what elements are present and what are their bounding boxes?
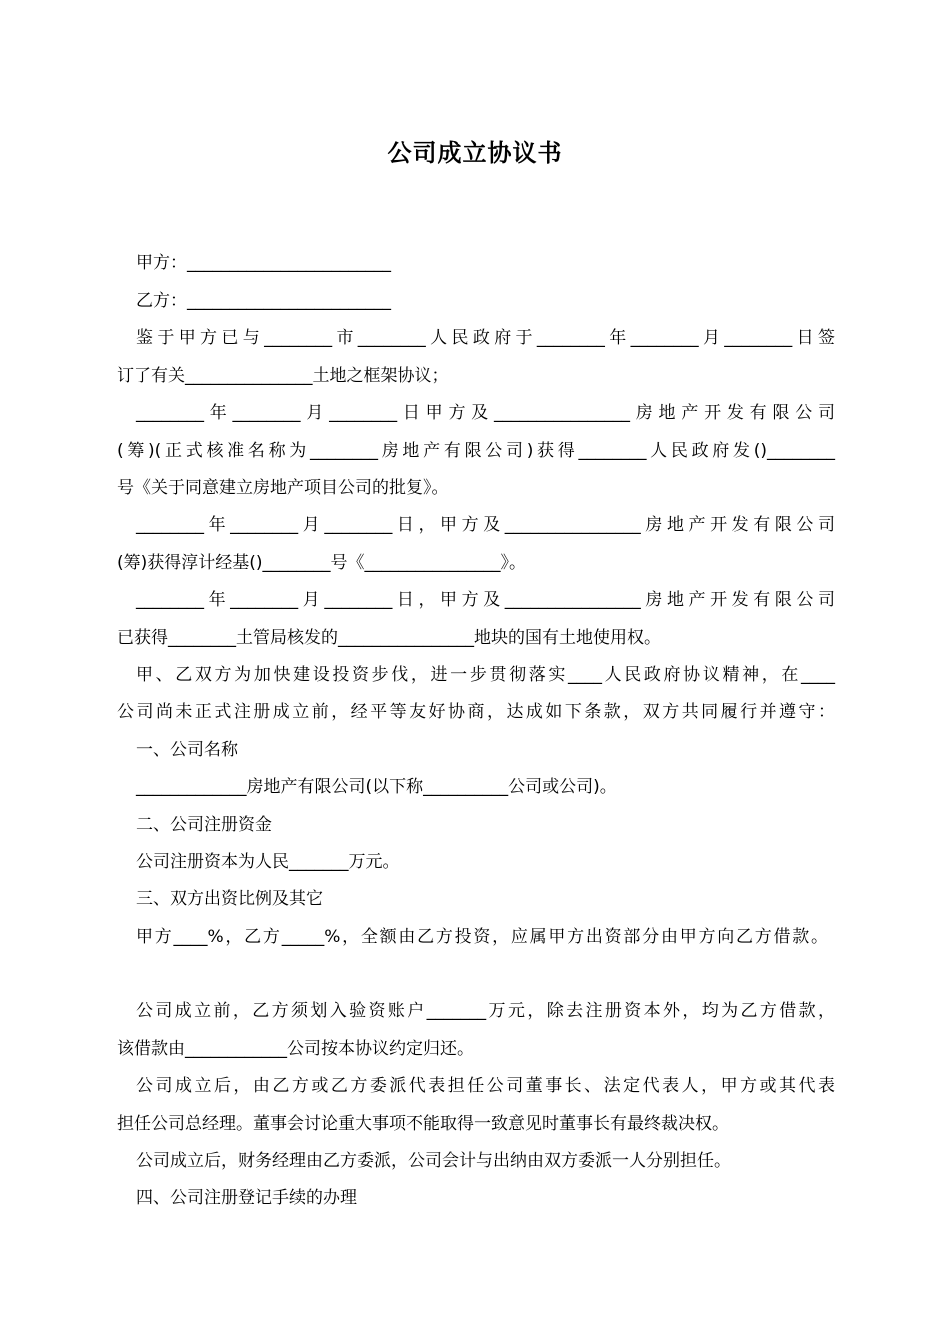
section-3-heading: 三、双方出资比例及其它 xyxy=(136,889,323,909)
section-2-heading: 二、公司注册资金 xyxy=(136,815,272,835)
page-title: 公司成立协议书 xyxy=(387,139,563,167)
section-3-management-line-1: 公司成立后，由乙方或乙方委派代表担任公司董事长、法定代表人，甲方或其代表 xyxy=(136,1076,835,1096)
section-4-heading: 四、公司注册登记手续的办理 xyxy=(136,1188,357,1208)
section-3-management-line-2: 担任公司总经理。董事会讨论重大事项不能取得一致意见时董事长有最终裁决权。 xyxy=(117,1114,729,1134)
party-a-line: 甲方：________________________ xyxy=(136,253,391,273)
recital-3-line-1: ________年________月________日，甲方及________________房地产开发有限公司 xyxy=(136,515,835,535)
recital-4-line-2: 已获得________土管局核发的________________地块的国有土地使用权。 xyxy=(117,628,661,648)
recital-2-line-1: ________年________月________日甲方及________________房地产开发有限公司 xyxy=(136,403,835,423)
purpose-line-1: 甲、乙双方为加快建设投资步伐，进一步贯彻落实____人民政府协议精神，在____ xyxy=(136,665,835,685)
recital-3-line-2: (筹)获得淳计经基()________号《________________》。 xyxy=(117,553,527,573)
section-2-body: 公司注册资本为人民_______万元。 xyxy=(136,852,400,872)
party-b-line: 乙方：________________________ xyxy=(136,291,391,311)
recital-2-line-2: (筹)(正式核准名称为________房地产有限公司)获得________人民政府发()________ xyxy=(117,441,835,461)
section-1-heading: 一、公司名称 xyxy=(136,740,238,760)
section-1-body: _____________房地产有限公司(以下称__________公司或公司)。 xyxy=(136,777,617,797)
section-3-finance: 公司成立后，财务经理由乙方委派，公司会计与出纳由双方委派一人分别担任。 xyxy=(136,1151,731,1171)
purpose-line-2: 公司尚未正式注册成立前，经平等友好协商，达成如下条款，双方共同履行并遵守： xyxy=(117,702,835,722)
recital-1-line-1: 鉴于甲方已与________市________人民政府于________年________月________日签 xyxy=(136,328,835,348)
recital-2-line-3: 号《关于同意建立房地产项目公司的批复》。 xyxy=(117,478,449,498)
section-3-loan-line-1: 公司成立前，乙方须划入验资账户_______万元，除去注册资本外，均为乙方借款， xyxy=(136,1001,835,1021)
recital-4-line-1: ________年________月________日，甲方及________________房地产开发有限公司 xyxy=(136,590,835,610)
section-3-ratio: 甲方____%，乙方_____%，全额由乙方投资，应属甲方出资部分由甲方向乙方借款。 xyxy=(136,927,828,947)
section-3-loan-line-2: 该借款由____________公司按本协议约定归还。 xyxy=(117,1039,474,1059)
recital-1-line-2: 订了有关_______________土地之框架协议； xyxy=(117,366,449,386)
